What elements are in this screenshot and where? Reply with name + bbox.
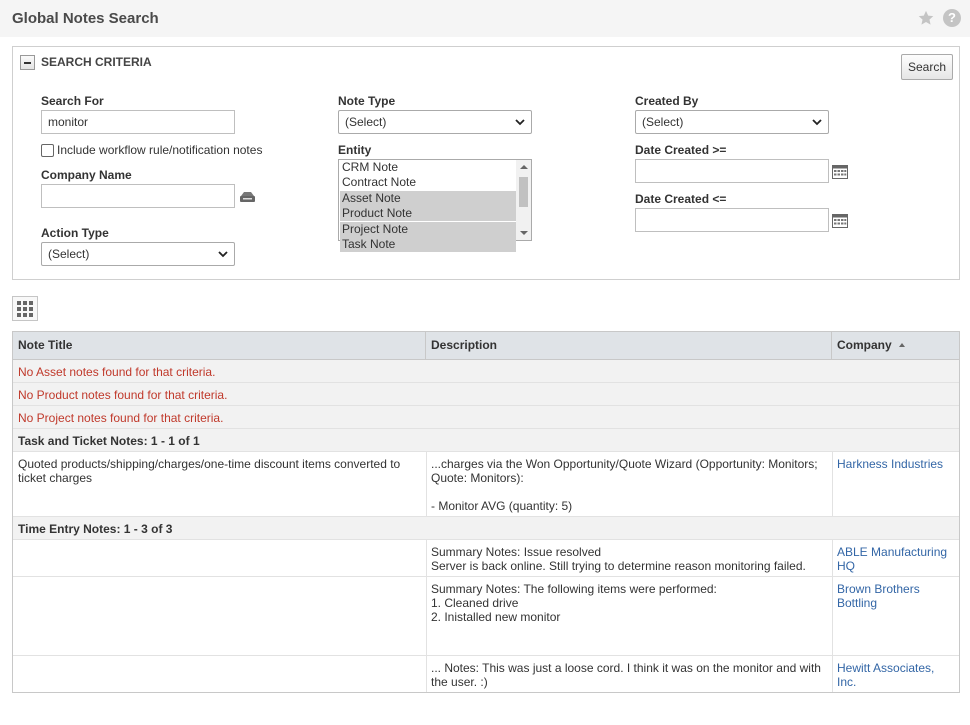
- search-for-label: Search For: [41, 94, 104, 108]
- created-by-value: (Select): [642, 115, 684, 129]
- column-divider: [832, 452, 833, 516]
- entity-scrollbar[interactable]: [516, 160, 531, 240]
- search-button[interactable]: Search: [901, 54, 953, 80]
- company-link[interactable]: Hewitt Associates, Inc.: [837, 661, 935, 689]
- description-cell: Summary Notes: Issue resolved Server is back online. Still trying to determine reason monitoring failed.: [431, 545, 806, 573]
- scroll-down-icon[interactable]: [520, 231, 528, 235]
- description-cell: ... Notes: This was just a loose cord. I think it was on the monitor and with the user. :): [431, 661, 821, 689]
- entity-option[interactable]: CRM Note: [342, 160, 399, 174]
- help-icon[interactable]: ?: [943, 9, 961, 27]
- chevron-down-icon: [515, 118, 525, 126]
- description-cell: Summary Notes: The following items were performed: 1. Cleaned drive 2. Inistalled new monitor: [431, 582, 717, 624]
- no-results-message: No Project notes found for that criteria.: [18, 411, 224, 425]
- column-divider: [832, 577, 833, 655]
- action-type-value: (Select): [48, 247, 90, 261]
- date-to-label: Date Created <=: [635, 192, 727, 206]
- column-header-label: Note Title: [18, 338, 73, 352]
- group-header-row: [13, 517, 959, 540]
- include-workflow-checkbox[interactable]: [41, 144, 54, 157]
- column-divider: [426, 656, 427, 692]
- date-to-input[interactable]: [635, 208, 829, 232]
- company-name-label: Company Name: [41, 168, 132, 182]
- entity-option[interactable]: Asset Note: [340, 191, 516, 206]
- table-row[interactable]: [13, 452, 959, 517]
- no-results-message: No Asset notes found for that criteria.: [18, 365, 216, 379]
- column-divider: [426, 577, 427, 655]
- star-icon[interactable]: [917, 9, 935, 27]
- column-header-label: Company: [837, 338, 892, 352]
- date-from-input[interactable]: [635, 159, 829, 183]
- entity-option[interactable]: Task Note: [340, 237, 516, 252]
- column-divider: [426, 540, 427, 576]
- entity-option[interactable]: Product Note: [340, 206, 516, 221]
- column-chooser-button[interactable]: [12, 296, 38, 321]
- column-header-note-title[interactable]: [13, 332, 426, 360]
- chevron-down-icon: [218, 250, 228, 258]
- entity-option[interactable]: Contract Note: [342, 175, 417, 189]
- results-table: [12, 331, 960, 693]
- calendar-icon[interactable]: [832, 164, 848, 179]
- group-header-label: Time Entry Notes: 1 - 3 of 3: [18, 522, 173, 536]
- no-results-message: No Product notes found for that criteria.: [18, 388, 228, 402]
- table-row[interactable]: [13, 540, 959, 577]
- sort-ascending-icon: [899, 343, 905, 347]
- action-type-label: Action Type: [41, 226, 109, 240]
- title-bar: [0, 0, 970, 37]
- column-header-company[interactable]: [832, 332, 959, 360]
- chevron-down-icon: [812, 118, 822, 126]
- no-results-row: [13, 406, 959, 429]
- created-by-select[interactable]: [635, 110, 829, 134]
- company-link[interactable]: Harkness Industries: [837, 457, 944, 471]
- calendar-icon[interactable]: [832, 213, 848, 228]
- include-workflow-label: Include workflow rule/notification notes: [57, 143, 263, 157]
- collapse-toggle-button[interactable]: [20, 55, 35, 70]
- column-header-label: Description: [431, 338, 498, 352]
- criteria-title: SEARCH CRITERIA: [41, 55, 152, 69]
- company-name-input[interactable]: [41, 184, 235, 208]
- description-cell: ...charges via the Won Opportunity/Quote Wizard (Opportunity: Monitors; Quote: Monitors): - Monitor AVG (quantity: 5): [431, 457, 818, 513]
- scroll-up-icon[interactable]: [520, 165, 528, 169]
- company-link[interactable]: Brown Brothers Bottling: [837, 582, 920, 610]
- search-criteria-panel: [12, 46, 960, 280]
- no-results-row: [13, 360, 959, 383]
- group-header-label: Task and Ticket Notes: 1 - 1 of 1: [18, 434, 200, 448]
- action-type-select[interactable]: [41, 242, 235, 266]
- company-lookup-icon[interactable]: [239, 190, 256, 204]
- search-for-input[interactable]: [41, 110, 235, 134]
- entity-listbox[interactable]: [338, 159, 532, 251]
- column-divider: [832, 540, 833, 576]
- no-results-row: [13, 383, 959, 406]
- column-header-description[interactable]: [426, 332, 832, 360]
- group-header-row: [13, 429, 959, 452]
- table-header: [13, 332, 959, 360]
- note-type-value: (Select): [345, 115, 387, 129]
- table-row[interactable]: [13, 577, 959, 656]
- created-by-label: Created By: [635, 94, 699, 108]
- table-row[interactable]: [13, 656, 959, 692]
- note-type-select[interactable]: [338, 110, 532, 134]
- company-link[interactable]: ABLE Manufacturing HQ: [837, 545, 948, 573]
- note-type-label: Note Type: [338, 94, 396, 108]
- scroll-thumb[interactable]: [519, 177, 528, 207]
- entity-label: Entity: [338, 143, 372, 157]
- column-divider: [832, 656, 833, 692]
- note-title-cell: Quoted products/shipping/charges/one-time discount items converted to ticket charges: [18, 457, 401, 485]
- column-divider: [426, 452, 427, 516]
- page-title: Global Notes Search: [12, 10, 159, 27]
- entity-option[interactable]: Project Note: [340, 222, 516, 237]
- date-from-label: Date Created >=: [635, 143, 727, 157]
